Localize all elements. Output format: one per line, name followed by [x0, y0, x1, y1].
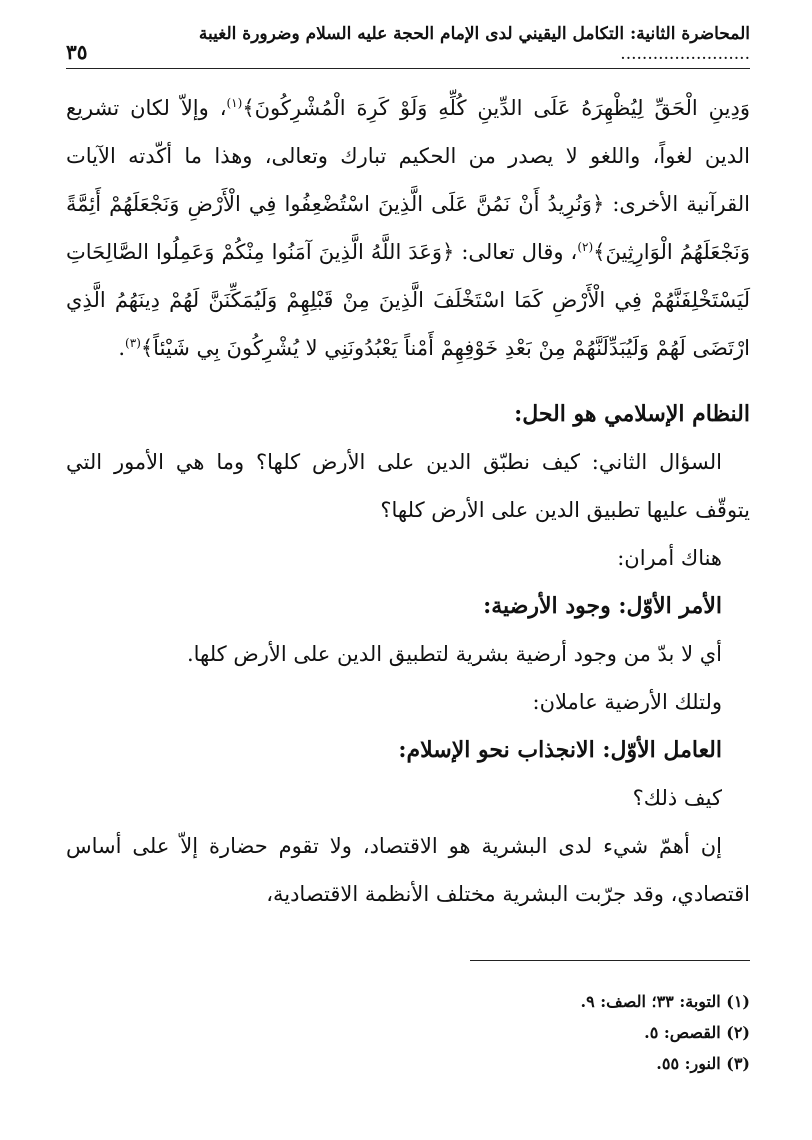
paragraph-text-1b: ، وإلاّ لكان تشريع الدين لغواً، واللغو لا يصدر من الحكيم تبارك وتعالى، وهذا ما أكّدته الآيات القرآنية الأخرى: ﴿وَنُرِيدُ أَنْ نَمُنَّ عَلَى الَّذِينَ اسْتُضْعِفُوا فِي الْأَرْضِ وَنَجْعَلَهُمْ أَئِمَّةً وَنَجْعَلَهُمُ الْوَارِثِينَ﴾ — [66, 96, 750, 264]
footnotes — [66, 986, 750, 1079]
paragraph-two-factors: ولتلك الأرضية عاملان: — [532, 690, 722, 714]
paragraph-end-1: . — [118, 336, 126, 360]
paragraph-text-1c: ، وقال تعالى: ﴿وَعَدَ اللَّهُ الَّذِينَ آمَنُوا مِنْكُمْ وَعَمِلُوا الصَّالِحَاتِ لَيَسْتَخْلِفَنَّهُمْ فِي الْأَرْضِ كَمَا اسْتَخْلَفَ الَّذِينَ مِنْ قَبْلِهِمْ وَلَيُمَكِّنَنَّ لَهُمْ دِينَهُمُ الَّذِي ارْتَضَى لَهُمْ وَلَيُبَدِّلَنَّهُمْ مِنْ بَعْدِ خَوْفِهِمْ أَمْناً يَعْبُدُونَنِي لا يُشْرِكُونَ بِي شَيْئاً﴾ — [66, 240, 750, 360]
section-heading-first-matter: الأمر الأوّل: وجود الأرضية: — [483, 593, 722, 619]
footnote-2: (٢) القصص: ٥. — [644, 1023, 750, 1042]
section-gap — [66, 372, 750, 390]
page-header — [66, 24, 750, 69]
running-title-dots: ........................ — [620, 44, 750, 64]
paragraph-ground-needed: أي لا بدّ من وجود أرضية بشرية لتطبيق الدين على الأرض كلها. — [186, 642, 722, 666]
body-text — [66, 84, 750, 918]
footnote-ref-1: (١) — [226, 96, 243, 110]
running-title-text: المحاضرة الثانية: التكامل اليقيني لدى الإمام الحجة عليه السلام وضرورة الغيبة — [198, 24, 750, 44]
footnote-ref-2: (٢) — [577, 240, 594, 254]
page-number: ٣٥ — [66, 40, 88, 64]
section-heading-islamic-system: النظام الإسلامي هو الحل: — [514, 401, 750, 427]
paragraph-two-matters: هناك أمران: — [617, 546, 722, 570]
paragraph-question-two: السؤال الثاني: كيف نطبّق الدين على الأرض كلها؟ وما هي الأمور التي يتوقّف عليها تطبيق الدين على الأرض كلها؟ — [66, 450, 750, 522]
section-heading-first-factor: العامل الأوّل: الانجذاب نحو الإسلام: — [398, 737, 722, 763]
paragraph-how: كيف ذلك؟ — [632, 786, 722, 810]
footnote-1: (١) التوبة: ٣٣؛ الصف: ٩. — [580, 992, 750, 1011]
verse-text-1: وَدِينِ الْحَقِّ لِيُظْهِرَهُ عَلَى الدِّينِ كُلِّهِ وَلَوْ كَرِهَ الْمُشْرِكُونَ﴾ — [242, 96, 750, 120]
running-title — [87, 24, 750, 64]
paragraph-quran-verses — [66, 84, 750, 372]
paragraph-economy: إن أهمّ شيء لدى البشرية هو الاقتصاد، ولا تقوم حضارة إلاّ على أساس اقتصادي، وقد جرّبت البشرية مختلف الأنظمة الاقتصادية، — [66, 834, 750, 906]
footnote-3: (٣) النور: ٥٥. — [656, 1054, 750, 1073]
footnote-ref-3: (٣) — [125, 336, 141, 350]
footnote-divider — [470, 960, 750, 961]
